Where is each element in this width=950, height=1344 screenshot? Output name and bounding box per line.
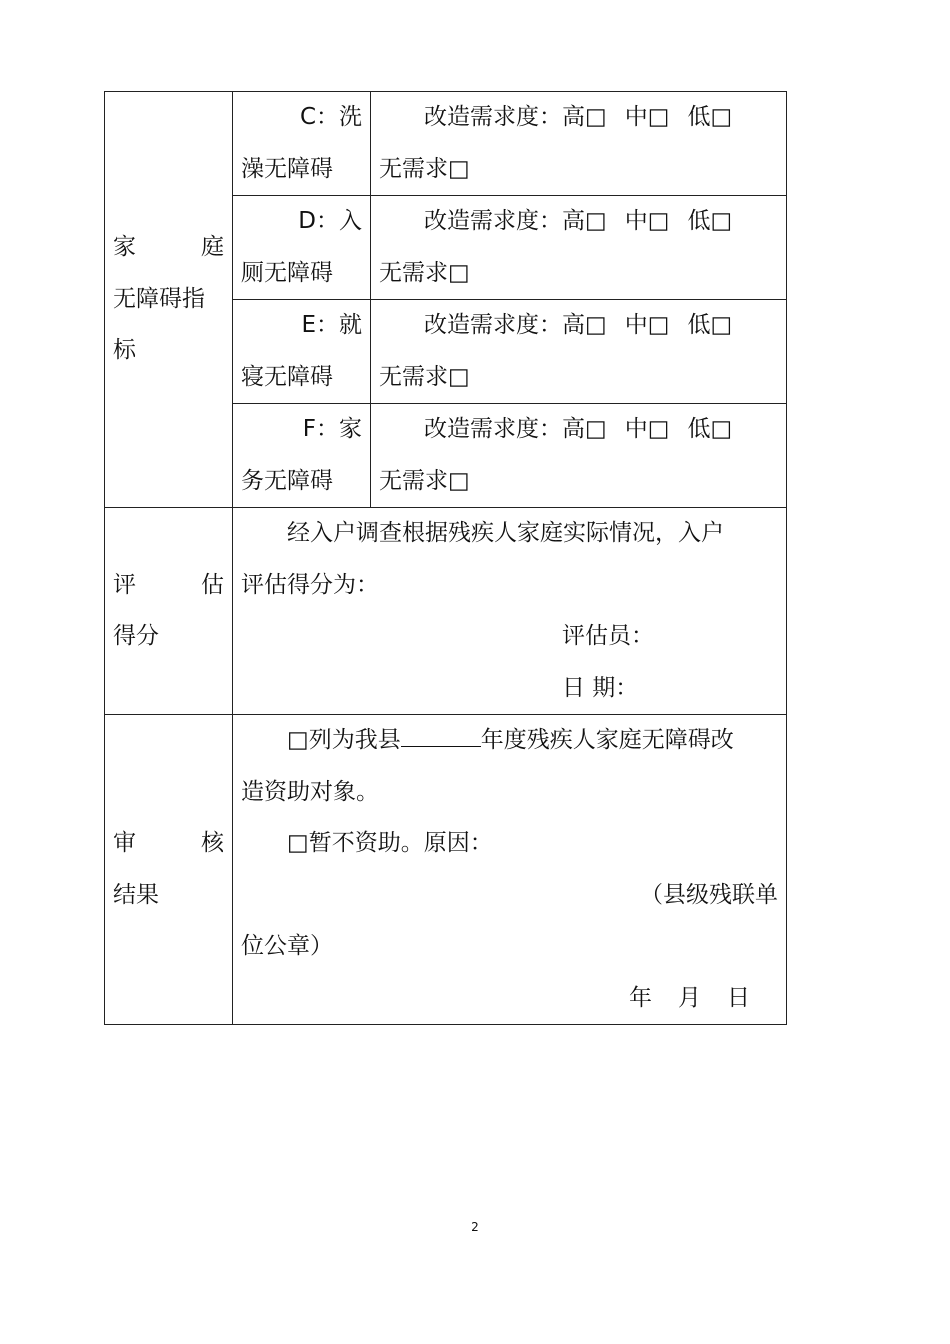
need-high-checkbox[interactable]: 高□ [562,416,607,442]
approve-checkbox[interactable]: □列为我县 [287,727,401,753]
barrier-need-options: 改造需求度：高□ 中□ 低□ 无需求□ [371,92,787,196]
review-content: □列为我县 年度残疾人家庭无障碍改 造资助对象。 □暂不资助。原因： （县级残联单 位公章） 年 月 日 [233,715,787,1025]
need-none-checkbox[interactable]: 无需求□ [379,363,470,390]
need-low-checkbox[interactable]: 低□ [687,208,733,234]
need-mid-checkbox[interactable]: 中□ [624,312,670,338]
need-low-checkbox[interactable]: 低□ [687,416,733,442]
review-row [105,715,787,1025]
review-section-label: 审 核 结果 [105,715,233,1025]
barrier-item-name: C：洗 澡无障碍 [233,92,371,196]
barrier-row-c [105,92,787,196]
need-mid-checkbox[interactable]: 中□ [624,104,670,130]
page-number: 2 [471,1220,479,1234]
need-high-checkbox[interactable]: 高□ [562,312,607,338]
assessor-field[interactable]: 评估员： [562,623,654,649]
barrier-need-options: 改造需求度：高□ 中□ 低□ 无需求□ [371,300,787,404]
need-none-checkbox[interactable]: 无需求□ [379,155,470,182]
assessment-date-field[interactable]: 日 期： [562,674,639,701]
barrier-section-label: 家 庭 无障碍指 标 [105,92,233,508]
need-high-checkbox[interactable]: 高□ [562,104,607,130]
barrier-item-name: F：家 务无障碍 [233,404,371,508]
barrier-item-name: E：就 寝无障碍 [233,300,371,404]
defer-checkbox[interactable]: □暂不资助。原因： [287,830,493,856]
score-row [105,508,787,715]
barrier-need-options: 改造需求度：高□ 中□ 低□ 无需求□ [371,196,787,300]
score-value-field[interactable]: 评估得分为： [241,571,379,598]
barrier-need-options: 改造需求度：高□ 中□ 低□ 无需求□ [371,404,787,508]
need-mid-checkbox[interactable]: 中□ [624,208,670,234]
assessment-form-table [104,91,787,1025]
need-mid-checkbox[interactable]: 中□ [624,416,670,442]
year-blank-field[interactable] [401,716,481,747]
need-low-checkbox[interactable]: 低□ [687,312,733,338]
need-low-checkbox[interactable]: 低□ [687,104,733,130]
need-high-checkbox[interactable]: 高□ [562,208,607,234]
score-section-label: 评 估 得分 [105,508,233,715]
barrier-item-name: D：入 厕无障碍 [233,196,371,300]
score-content: 经入户调查根据残疾人家庭实际情况，入户 评估得分为： 评估员： 日 期： [233,508,787,715]
need-none-checkbox[interactable]: 无需求□ [379,467,470,494]
need-none-checkbox[interactable]: 无需求□ [379,259,470,286]
